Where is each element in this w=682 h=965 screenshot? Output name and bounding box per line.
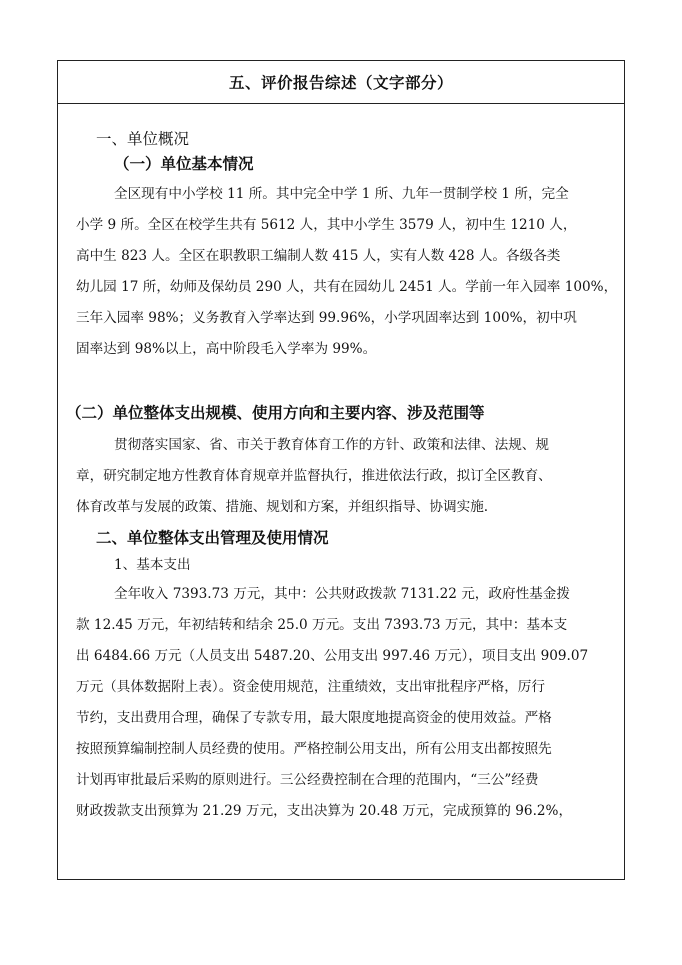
paragraph-line: 高中生 823 人。全区在职教职工编制人数 415 人，实有人数 428 人。各级各类: [76, 248, 561, 264]
paragraph-line: 计划再审批最后采购的原则进行。三公经费控制在合理的范围内，“三公”经费: [76, 772, 539, 788]
paragraph-line: 固率达到 98%以上，高中阶段毛入学率为 99%。: [76, 341, 377, 357]
paragraph-line: 幼儿园 17 所，幼师及保幼员 290 人，共有在园幼儿 2451 人。学前一年入园率 100%，: [76, 279, 618, 295]
paragraph-line: 财政拨款支出预算为 21.29 万元，支出决算为 20.48 万元，完成预算的 96.2%，: [76, 803, 573, 819]
paragraph-line: 万元（具体数据附上表）。资金使用规范，注重绩效，支出审批程序严格，厉行: [76, 679, 545, 695]
paragraph-line: 章，研究制定地方性教育体育规章并监督执行，推进依法行政，拟订全区教育、: [76, 468, 552, 484]
paragraph-line: 出 6484.66 万元（人员支出 5487.20、公用支出 997.46 万元），项目支出 909.07: [76, 648, 589, 664]
report-title: 五、评价报告综述（文字部分）: [228, 74, 453, 92]
paragraph-line: 全年收入 7393.73 万元，其中：公共财政拨款 7131.22 元，政府性基金拨: [114, 586, 570, 602]
section2-sub1-heading: 1、基本支出: [114, 557, 191, 573]
section1-heading: 一、单位概况: [96, 130, 190, 148]
section1-sub2-heading: （二）单位整体支出规模、使用方向和主要内容、涉及范围等: [66, 404, 485, 422]
section1-sub1-heading: （一）单位基本情况: [114, 155, 254, 173]
paragraph-line: 小学 9 所。全区在校学生共有 5612 人，其中小学生 3579 人，初中生 1210 人，: [76, 217, 577, 233]
paragraph-line: 款 12.45 万元，年初结转和结余 25.0 万元。支出 7393.73 万元，其中：基本支: [76, 617, 568, 633]
paragraph-line: 按照预算编制控制人员经费的使用。严格控制公用支出，所有公用支出都按照先: [76, 741, 552, 757]
report-frame: [57, 60, 625, 880]
title-divider: [58, 103, 624, 104]
paragraph-line: 节约，支出费用合理，确保了专款专用，最大限度地提高资金的使用效益。严格: [76, 710, 552, 726]
paragraph-line: 体育改革与发展的政策、措施、规划和方案，并组织指导、协调实施.: [76, 499, 489, 515]
paragraph-line: 三年入园率 98%；义务教育入学率达到 99.96%，小学巩固率达到 100%，初中巩: [76, 310, 577, 326]
paragraph-line: 贯彻落实国家、省、市关于教育体育工作的方针、政策和法律、法规、规: [114, 437, 549, 453]
section2-heading: 二、单位整体支出管理及使用情况: [96, 529, 329, 547]
paragraph-line: 全区现有中小学校 11 所。其中完全中学 1 所、九年一贯制学校 1 所，完全: [114, 186, 569, 202]
